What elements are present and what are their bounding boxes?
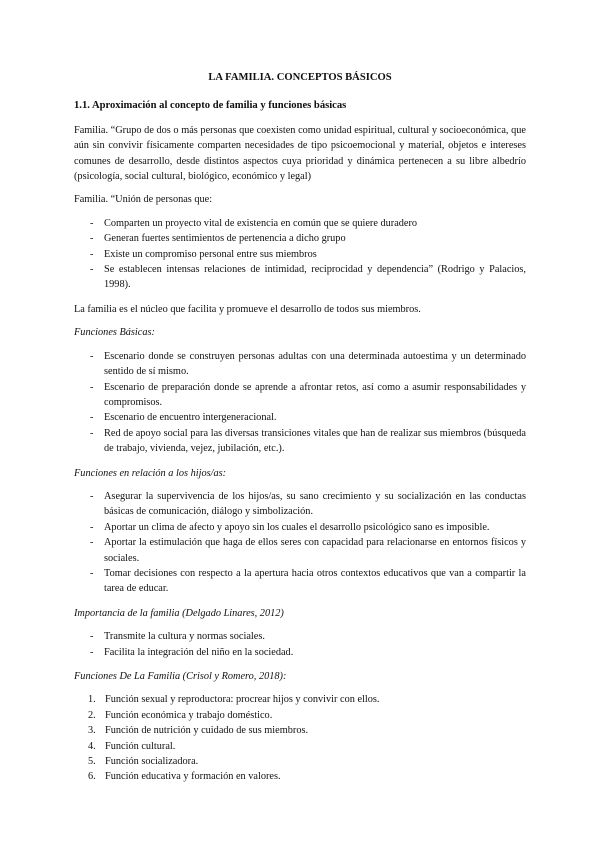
section-heading: 1.1. Aproximación al concepto de familia y funciones básicas [74, 100, 347, 112]
list-item: 3. Función de nutrición y cuidado de sus miembros. [88, 725, 309, 737]
list-item: - Transmite la cultura y normas sociales. [74, 629, 526, 644]
family-nucleus-statement: La familia es el núcleo que facilita y promueve el desarrollo de todos sus miembros. [74, 303, 421, 315]
list-item: 6. Función educativa y formación en valores. [88, 771, 281, 783]
list-item: - Escenario donde se construyen personas adultas con una determinada autoestima y un determinado sentido de sí mismo. [74, 349, 526, 380]
list-item: - Red de apoyo social para las diversas transiciones vitales que han de realizar sus miembros (búsqueda de trabajo, vivienda, vejez, jubilación, etc.). [74, 426, 526, 457]
list-item: - Asegurar la supervivencia de los hijos/as, su sano crecimiento y su socialización en las conductas básicas de comunicación, diálogo y simbolización. [74, 489, 526, 520]
list-item: 5. Función socializadora. [88, 756, 199, 768]
definition-2-list [74, 216, 526, 293]
family-functions-list [74, 692, 526, 784]
family-definition-2-intro: Familia. “Unión de personas que: [74, 194, 213, 206]
list-item: - Aportar la estimulación que haga de ellos seres con capacidad para relacionarse en entornos físicos y sociales. [74, 535, 526, 566]
family-definition-1: Familia. “Grupo de dos o más personas que coexisten como unidad espiritual, cultural y socioeconómica, que aún sin convivir físicamente comparten necesidades de tipo psicoemocional y material, objetos e intereses comunes de desarrollo, desde distintos aspectos cuya prioridad y dinámica pertenecen a su libre albedrío (psicología, social cultural, biológico, económico y legal) [74, 124, 526, 183]
importance-heading: Importancia de la familia (Delgado Linares, 2012) [74, 607, 284, 619]
list-item: - Generan fuertes sentimientos de pertenencia a dicho grupo [74, 231, 526, 246]
list-item: - Escenario de preparación donde se aprende a afrontar retos, así como a asumir responsabilidades y compromisos. [74, 380, 526, 411]
list-item: - Aportar un clima de afecto y apoyo sin los cuales el desarrollo psicológico sano es imposible. [74, 520, 526, 535]
basic-functions-list [74, 349, 526, 457]
basic-functions-heading: Funciones Básicas: [74, 327, 155, 339]
list-item: - Comparten un proyecto vital de existencia en común que se quiere duradero [74, 216, 526, 231]
children-functions-list [74, 489, 526, 597]
list-item: - Facilita la integración del niño en la sociedad. [74, 645, 526, 660]
list-item: - Existe un compromiso personal entre sus miembros [74, 247, 526, 262]
importance-list [74, 629, 526, 660]
list-item: 2. Función económica y trabajo doméstico. [88, 709, 273, 721]
children-functions-heading: Funciones en relación a los hijos/as: [74, 467, 227, 479]
list-item: 1. Función sexual y reproductora: procrear hijos y convivir con ellos. [88, 694, 380, 706]
family-functions-heading: Funciones De La Familia (Crisol y Romero, 2018): [74, 671, 287, 682]
document-page [74, 70, 526, 785]
list-item: 4. Función cultural. [88, 740, 176, 752]
document-title: LA FAMILIA. CONCEPTOS BÁSICOS [208, 72, 392, 83]
list-item: - Escenario de encuentro intergeneracional. [74, 410, 526, 425]
list-item: - Se establecen intensas relaciones de intimidad, reciprocidad y dependencia” (Rodrigo y Palacios, 1998). [74, 262, 526, 293]
list-item: - Tomar decisiones con respecto a la apertura hacia otros contextos educativos que van a compartir la tarea de educar. [74, 566, 526, 597]
